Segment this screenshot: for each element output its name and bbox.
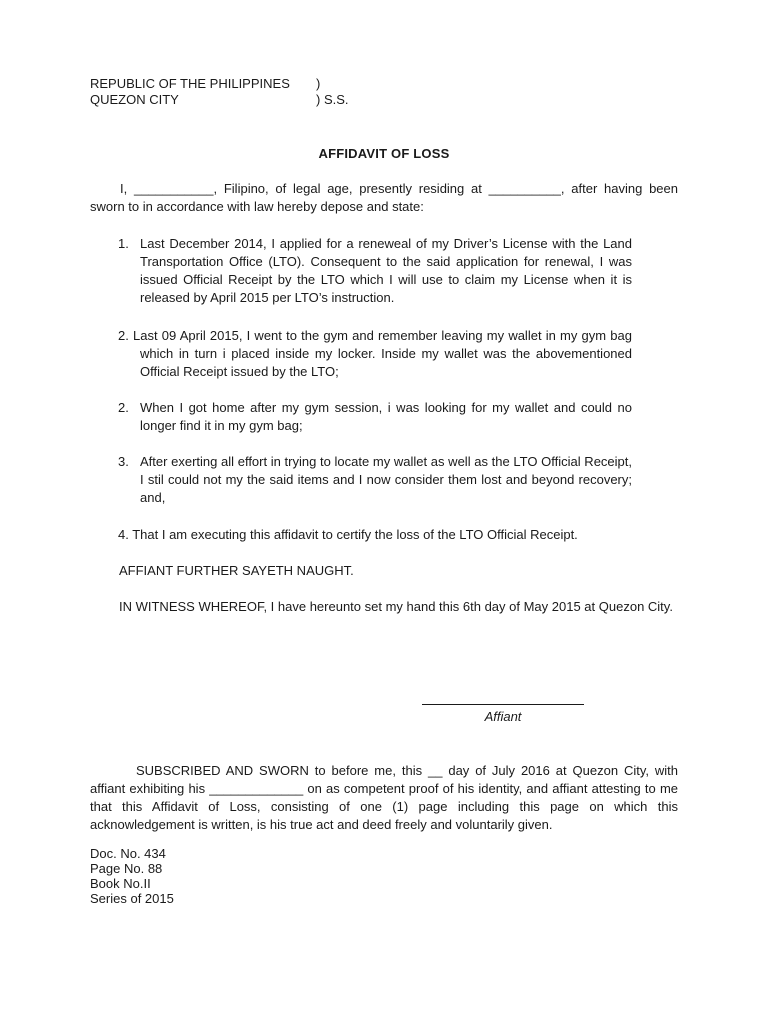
- venue-block: [90, 76, 390, 108]
- signature-line: [422, 704, 584, 705]
- list-item-number: 3.: [118, 454, 129, 469]
- list-item-2: [118, 327, 632, 381]
- venue-line-republic: [90, 76, 390, 92]
- book-number: Book No.II: [90, 876, 151, 891]
- list-item-1: [118, 235, 632, 307]
- venue-city-text: QUEZON CITY: [90, 92, 179, 107]
- jurat-paragraph: SUBSCRIBED AND SWORN to before me, this __ day of July 2016 at Quezon City, with affiant exhibiting his _____________ on as competent proof of his identity, and affiant attesting to me that this Affidavit of Loss, consisting of one (1) page including this page on which this acknowledgement is written, is his true act and deed freely and voluntarily given.: [90, 763, 678, 832]
- venue-line-city: [90, 92, 390, 108]
- notarial-register: [90, 846, 174, 906]
- page-number: Page No. 88: [90, 861, 163, 876]
- witness-paragraph: IN WITNESS WHEREOF, I have hereunto set my hand this 6th day of May 2015 at Quezon City.: [119, 599, 673, 614]
- affiant-label: Affiant: [484, 709, 522, 724]
- further-paragraph: AFFIANT FURTHER SAYETH NAUGHT.: [119, 563, 354, 578]
- list-item-text: [118, 327, 632, 381]
- doc-number: Doc. No. 434: [90, 846, 166, 861]
- venue-paren: ): [316, 76, 321, 91]
- document-title: AFFIDAVIT OF LOSS: [318, 146, 450, 161]
- list-item-3: [118, 399, 632, 435]
- list-item-4: [118, 453, 632, 507]
- intro-paragraph: I, ___________, Filipino, of legal age, presently residing at __________, after having been sworn to in accordance with law hereby depose and state:: [90, 181, 678, 214]
- list-item-text: 4. That I am executing this affidavit to certify the loss of the LTO Official Receipt.: [118, 527, 578, 542]
- list-item-text: Last December 2014, I applied for a reneweal of my Driver’s License with the Land Transportation Office (LTO). Consequent to the said application for renewal, I was issued Official Receipt by the LTO which I will use to claim my License when it is released by April 2015 per LTO’s instruction.: [140, 236, 632, 305]
- list-item-number: 2.: [118, 400, 129, 415]
- venue-ss: ) S.S.: [316, 92, 349, 107]
- list-item-text: After exerting all effort in trying to locate my wallet as well as the LTO Official Receipt, I stil could not my the said items and I now consider them lost and beyond recovery; and,: [140, 454, 632, 505]
- series-year: Series of 2015: [90, 891, 174, 906]
- list-item-text: When I got home after my gym session, i was looking for my wallet and could no longer find it in my gym bag;: [140, 400, 632, 433]
- list-item-5: [118, 526, 678, 544]
- venue-republic-text: REPUBLIC OF THE PHILIPPINES: [90, 76, 290, 91]
- list-item-number: 1.: [118, 236, 129, 251]
- list-item-hanging-text: 2. Last 09 April 2015, I went to the gym and remember leaving my wallet in my gym bag which in turn i placed inside my locker. Inside my wallet was the abovementioned Official Receipt issued by the LTO;: [118, 328, 632, 379]
